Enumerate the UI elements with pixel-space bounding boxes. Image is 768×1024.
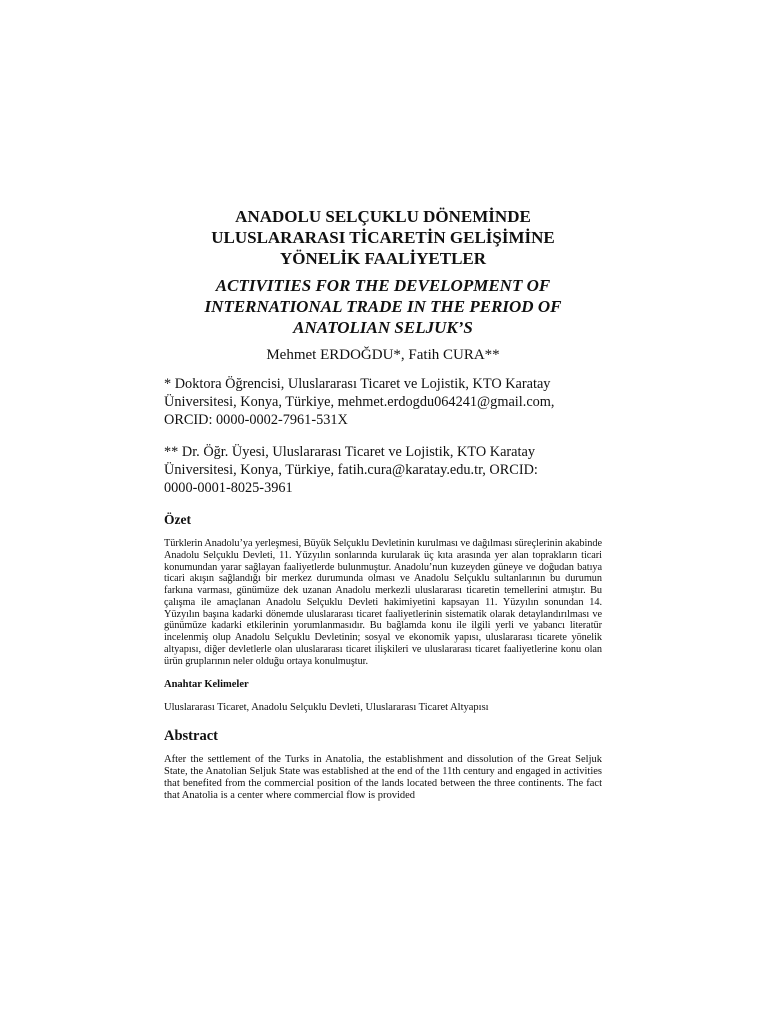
title-turkish-line-3: YÖNELİK FAALİYETLER xyxy=(279,249,487,268)
authors: Mehmet ERDOĞDU*, Fatih CURA** xyxy=(266,347,500,363)
abstract-heading: Abstract xyxy=(164,728,218,745)
ozet-heading: Özet xyxy=(164,512,191,527)
title-turkish xyxy=(164,206,602,269)
title-english-line-1: ACTIVITIES FOR THE DEVELOPMENT OF xyxy=(215,276,551,295)
title-turkish-line-1: ANADOLU SELÇUKLU DÖNEMİNDE xyxy=(235,207,531,226)
ozet-text: Türklerin Anadolu’ya yerleşmesi, Büyük Selçuklu Devletinin kurulması ve dağılması süreçlerinin akabinde Anadolu Selçuklu Devleti, 11. Yüzyılın sonlarında kurularak üç kıta arasında yer alan toprakların ticari konumundan yarar sağlayan faaliyetlerde bulunmuştur. Anadolu’nun kuzeyden güneye ve doğudan batıya ticari akışın sağlandığı bir merkez durumunda olması ve Anadolu Selçuklu sultanlarının bu durumun farkına varması, günümüze dek uzanan Anadolu merkezli uluslararası ticaretin temellerini atmıştır. Bu çalışma ile amaçlanan Anadolu Selçuklu Devleti hakimiyetini kapsayan 11. Yüzyılın sonundan 14. Yüzyılın başına kadarki dönemde uluslararası ticaret faaliyetlerinin sistematik olarak detaylandırılması ve günümüze kadarki etkilerinin yorumlanmasıdır. Bu bağlamda konu ile ilgili yerli ve yabancı literatür incelenmiş olup Anadolu Selçuklu Devletinin; sosyal ve ekonomik yapısı, uluslararası ticarete yönelik altyapısı, diğer devletlerle olan uluslararası ticaret ilişkileri ve uluslararası ticaret faaliyetlerine konu olan ürün gruplarının neler olduğu ortaya konulmuştur. xyxy=(164,538,602,667)
affiliation-1 xyxy=(164,375,602,429)
keywords-text: Uluslararası Ticaret, Anadolu Selçuklu Devleti, Uluslararası Ticaret Altyapısı xyxy=(164,702,489,714)
affiliation-2-line-2: Üniversitesi, Konya, Türkiye, fatih.cura@karatay.edu.tr, ORCID: xyxy=(164,462,538,478)
abstract-text: After the settlement of the Turks in Anatolia, the establishment and dissolution of the Great Seljuk State, the Anatolian Seljuk State was established at the end of the 11th century and engaged in activities that benefited from the commercial position of the lands located between the three continents. The fact that Anatolia is a center where commercial flow is provided xyxy=(164,754,602,801)
paper-page xyxy=(164,206,602,801)
affiliation-2 xyxy=(164,443,602,497)
title-english-line-2: INTERNATIONAL TRADE IN THE PERIOD OF xyxy=(204,297,562,316)
affiliation-2-line-3: 0000-0001-8025-3961 xyxy=(164,480,293,496)
affiliation-2-line-1: ** Dr. Öğr. Üyesi, Uluslararası Ticaret ve Lojistik, KTO Karatay xyxy=(164,444,535,460)
title-english xyxy=(164,275,602,338)
title-english-line-3: ANATOLIAN SELJUK’S xyxy=(293,318,473,337)
affiliation-1-line-1: * Doktora Öğrencisi, Uluslararası Ticaret ve Lojistik, KTO Karatay xyxy=(164,376,551,392)
affiliation-1-line-3: ORCID: 0000-0002-7961-531X xyxy=(164,412,348,428)
keywords-heading: Anahtar Kelimeler xyxy=(164,679,249,691)
affiliation-1-line-2: Üniversitesi, Konya, Türkiye, mehmet.erdogdu064241@gmail.com, xyxy=(164,394,555,410)
title-turkish-line-2: ULUSLARARASI TİCARETİN GELİŞİMİNE xyxy=(211,228,555,247)
